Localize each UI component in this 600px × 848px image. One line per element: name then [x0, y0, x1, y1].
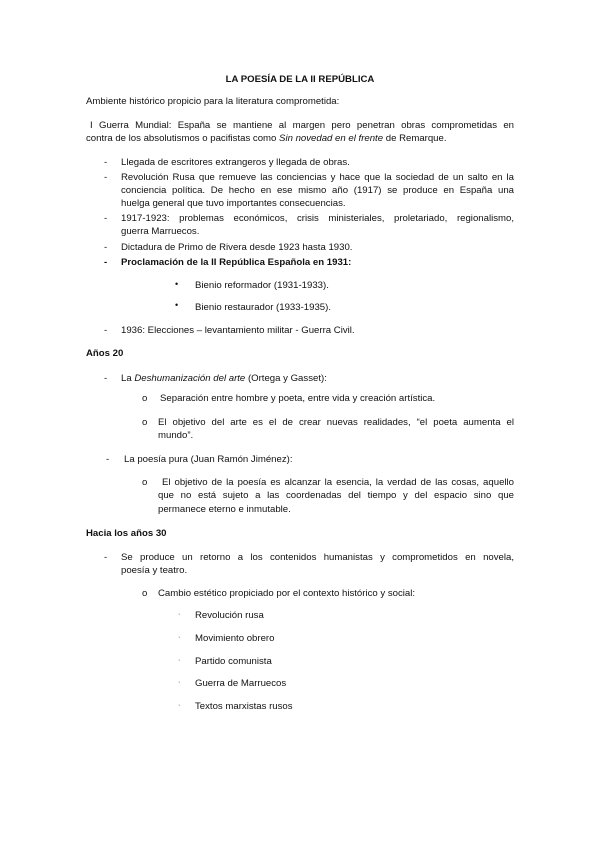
section2-point: Partido comunista — [195, 656, 272, 667]
circle-bullet: o — [142, 417, 148, 428]
section1-item1-post: (Ortega y Gasset): — [245, 373, 327, 384]
para1-line2-pre: contra de los absolutismos o pacifistas como — [86, 133, 280, 144]
list1-item5: Proclamación de la II República Española en 1931: — [121, 257, 352, 268]
section-heading-anos-20: Años 20 — [86, 348, 124, 359]
list1-sub2: Bienio restaurador (1933-1935). — [195, 302, 331, 313]
section1-item2: La poesía pura (Juan Ramón Jiménez): — [124, 454, 293, 465]
section1-sub2-line2: mundo”. — [158, 430, 194, 441]
list1-item4: Dictadura de Primo de Rivera desde 1923 hasta 1930. — [121, 242, 353, 253]
para1-line2-post: de Remarque. — [383, 133, 447, 144]
intro-line: Ambiente histórico propicio para la literatura comprometida: — [86, 96, 340, 107]
section1-sub3-line3: permanece eterno e inmutable. — [158, 504, 291, 515]
section2-point: Guerra de Marruecos — [195, 678, 287, 689]
section2-sub1: Cambio estético propiciado por el contexto histórico y social: — [158, 588, 416, 599]
dash-bullet: - — [104, 242, 108, 253]
small-dot-bullet: · — [178, 611, 181, 618]
dash-bullet: - — [106, 454, 110, 465]
small-dot-bullet: · — [178, 657, 181, 664]
list1-item1: Llegada de escritores extrangeros y llegada de obras. — [121, 157, 350, 168]
section2-point: Textos marxistas rusos — [195, 701, 293, 712]
circle-bullet: o — [142, 588, 148, 599]
dash-bullet: - — [104, 172, 108, 183]
dash-bullet: - — [104, 157, 108, 168]
dash-bullet: - — [104, 325, 108, 336]
essay-title-italic: Deshumanización del arte — [134, 373, 246, 384]
section2-item1-line2: poesía y teatro. — [121, 565, 188, 576]
list1-item6: 1936: Elecciones – levantamiento militar - Guerra Civil. — [121, 325, 355, 336]
section1-sub2-line1: El objetivo del arte es el de crear nuevas realidades, “el poeta aumenta el — [158, 417, 514, 428]
section-heading-anos-30: Hacia los años 30 — [86, 528, 167, 539]
section1-sub3-line1: El objetivo de la poesía es alcanzar la esencia, la verdad de las cosas, aquello — [162, 477, 514, 488]
small-dot-bullet: · — [178, 702, 181, 709]
section2-point: Revolución rusa — [195, 610, 264, 621]
circle-bullet: o — [142, 393, 148, 404]
small-dot-bullet: · — [178, 679, 181, 686]
dash-bullet: - — [104, 373, 108, 384]
section1-sub3-line2: que no está sujeto a las coordenadas del tiempo y del espacio sino que — [158, 490, 514, 501]
section1-sub1: Separación entre hombre y poeta, entre vida y creación artística. — [160, 393, 436, 404]
list1-sub1: Bienio reformador (1931-1933). — [195, 280, 329, 291]
book-title-italic: Sin novedad en el frente — [279, 133, 384, 144]
section2-item1-line1: Se produce un retorno a los contenidos humanistas y comprometidos en novela, — [121, 552, 514, 563]
para1-line1: I Guerra Mundial: España se mantiene al margen pero penetran obras comprometidas en — [90, 120, 514, 131]
round-bullet: • — [175, 279, 179, 289]
circle-bullet: o — [142, 477, 148, 488]
list1-item2-line1: Revolución Rusa que remueve las conciencias y hace que la sociedad de un salto en la — [121, 172, 514, 183]
section2-point: Movimiento obrero — [195, 633, 275, 644]
round-bullet: • — [175, 300, 179, 310]
page-title: LA POESÍA DE LA II REPÚBLICA — [225, 74, 375, 85]
dash-bullet: - — [104, 213, 108, 224]
section1-item1 — [121, 372, 327, 385]
list1-item2-line2: conciencia política. De hecho en ese mismo año (1917) se produce en España una — [121, 185, 514, 196]
dash-bullet: - — [104, 552, 108, 563]
small-dot-bullet: · — [178, 634, 181, 641]
list1-item2-line3: huelga general que tuvo importantes consecuencias. — [121, 198, 346, 209]
para1-line2 — [86, 132, 447, 145]
list1-item3-line2: guerra Marruecos. — [121, 226, 200, 237]
list1-item3-line1: 1917-1923: problemas económicos, crisis ministeriales, proletariado, regionalismo, — [121, 213, 514, 224]
section1-item1-pre: La — [121, 373, 135, 384]
dash-bullet: - — [104, 257, 108, 268]
